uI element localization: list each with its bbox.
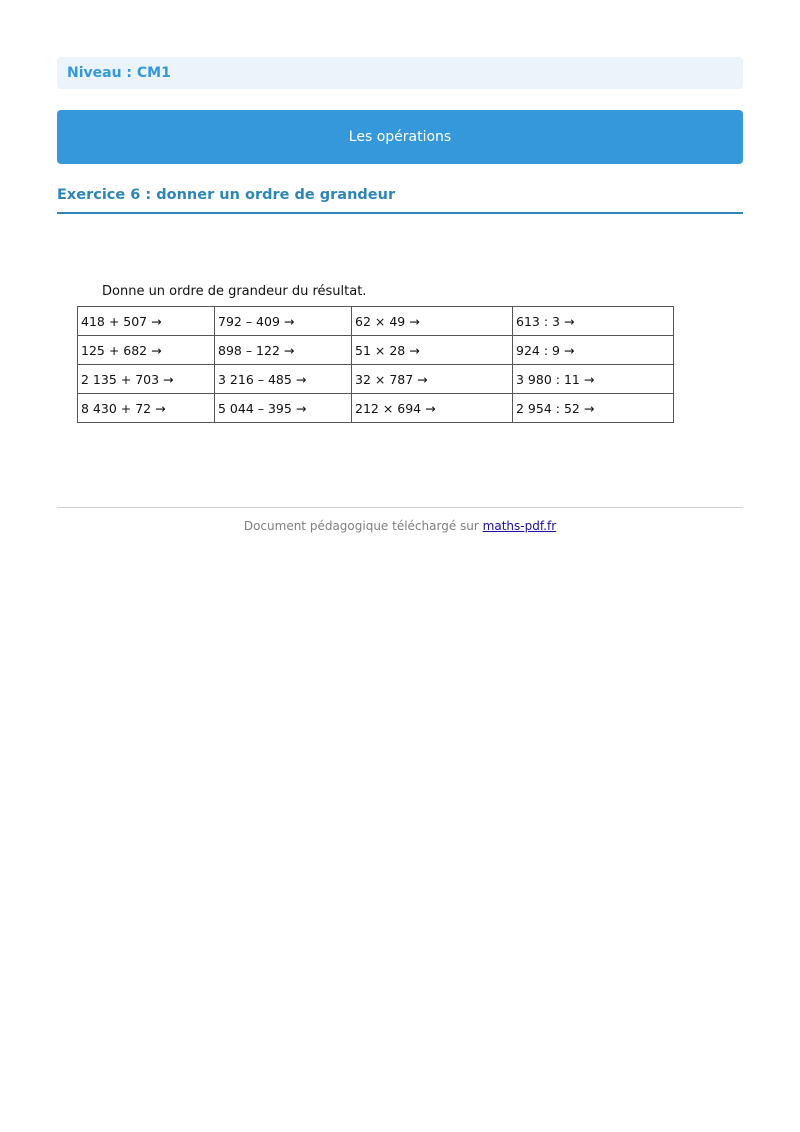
footer-divider [57,507,743,508]
topic-banner [57,110,743,164]
operation-cell: 2 135 + 703 → [78,365,215,394]
operation-cell: 418 + 507 → [78,307,215,336]
operation-cell: 3 980 : 11 → [513,365,674,394]
operation-cell: 3 216 – 485 → [215,365,352,394]
operation-cell: 2 954 : 52 → [513,394,674,423]
level-label: Niveau : CM1 [67,65,171,81]
operations-table [77,306,674,423]
operation-cell: 924 : 9 → [513,336,674,365]
table-row [78,307,674,336]
operation-cell: 792 – 409 → [215,307,352,336]
exercise-title: Exercice 6 : donner un ordre de grandeur [57,185,743,214]
exercise-instruction: Donne un ordre de grandeur du résultat. [102,284,367,299]
level-box [57,57,743,89]
footer-text: Document pédagogique téléchargé sur [243,519,479,533]
topic-title: Les opérations [348,129,452,145]
operation-cell: 62 × 49 → [352,307,513,336]
operation-cell: 51 × 28 → [352,336,513,365]
operation-cell: 613 : 3 → [513,307,674,336]
operation-cell: 212 × 694 → [352,394,513,423]
operation-cell: 32 × 787 → [352,365,513,394]
operation-cell: 898 – 122 → [215,336,352,365]
operation-cell: 125 + 682 → [78,336,215,365]
table-row [78,394,674,423]
operation-cell: 5 044 – 395 → [215,394,352,423]
table-row [78,365,674,394]
footer [57,519,743,533]
table-row [78,336,674,365]
operation-cell: 8 430 + 72 → [78,394,215,423]
footer-link[interactable]: maths-pdf.fr [482,519,557,533]
